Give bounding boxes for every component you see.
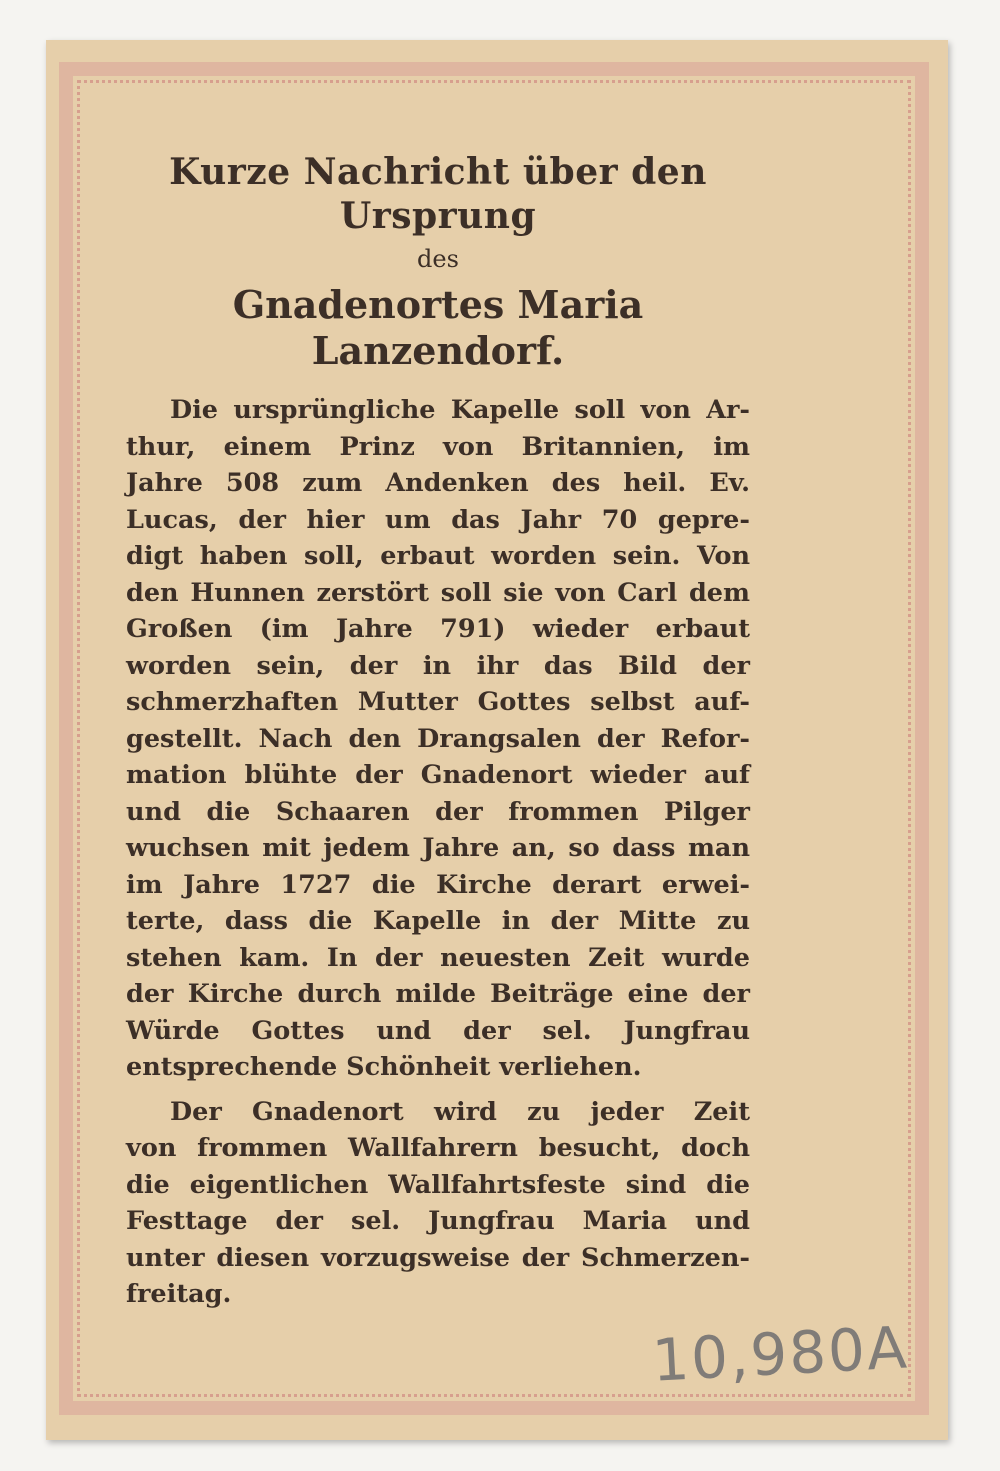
text-line: Festtage der sel. Jungfrau Maria und — [126, 1206, 750, 1236]
text-line: gestellt. Nach den Drangsalen der Refor- — [126, 723, 750, 754]
text-line: Die ursprüngliche Kapelle soll von Ar- — [170, 395, 750, 425]
text-line: mation blühte der Gnadenort wieder auf — [126, 760, 750, 790]
text-line: thur, einem Prinz von Britannien, im — [126, 431, 750, 462]
title-line-3: Gnadenortes Maria Lanzendorf. — [232, 282, 644, 373]
text-line: schmerzhaften Mutter Gottes selbst auf- — [126, 687, 750, 717]
text-line: Jahre 508 zum Andenken des heil. Ev. — [126, 468, 750, 498]
text-line: Würde Gottes und der sel. Jungfrau — [126, 1015, 750, 1046]
paragraph-1 — [126, 392, 750, 1086]
text-line: Lucas, der hier um das Jahr 70 gepre- — [126, 504, 750, 535]
text-line: die eigentlichen Wallfahrtsfeste sind die — [126, 1169, 750, 1200]
text-line: stehen kam. In der neuesten Zeit wurde — [126, 942, 750, 973]
handwritten-inventory-number: 10,980A — [650, 1313, 911, 1395]
text-line: terte, dass die Kapelle in der Mitte zu — [126, 906, 750, 936]
text-line: und die Schaaren der frommen Pilger — [126, 796, 750, 827]
text-line: entsprechende Schönheit verliehen. — [126, 1052, 642, 1082]
title-line-1: Kurze Nachricht über den Ursprung — [169, 151, 707, 237]
text-line: Großen (im Jahre 791) wieder erbaut — [126, 614, 750, 644]
paragraph-2 — [126, 1094, 750, 1313]
card-text — [126, 150, 750, 1313]
text-line: den Hunnen zerstört soll sie von Carl dem — [126, 577, 750, 608]
text-line: freitag. — [126, 1279, 232, 1309]
text-line: worden sein, der in ihr das Bild der — [126, 650, 750, 681]
text-line: Der Gnadenort wird zu jeder Zeit — [170, 1096, 750, 1127]
text-line: wuchsen mit jedem Jahre an, so dass man — [126, 833, 750, 863]
text-line: der Kirche durch milde Beiträge eine der — [126, 979, 750, 1009]
text-line: im Jahre 1727 die Kirche derart erwei- — [126, 869, 750, 900]
text-line: unter diesen vorzugsweise der Schmerzen- — [126, 1242, 750, 1273]
title-line-2: des — [417, 245, 459, 273]
text-line: von frommen Wallfahrern besucht, doch — [126, 1133, 750, 1163]
text-line: digt haben soll, erbaut worden sein. Von — [126, 541, 750, 571]
